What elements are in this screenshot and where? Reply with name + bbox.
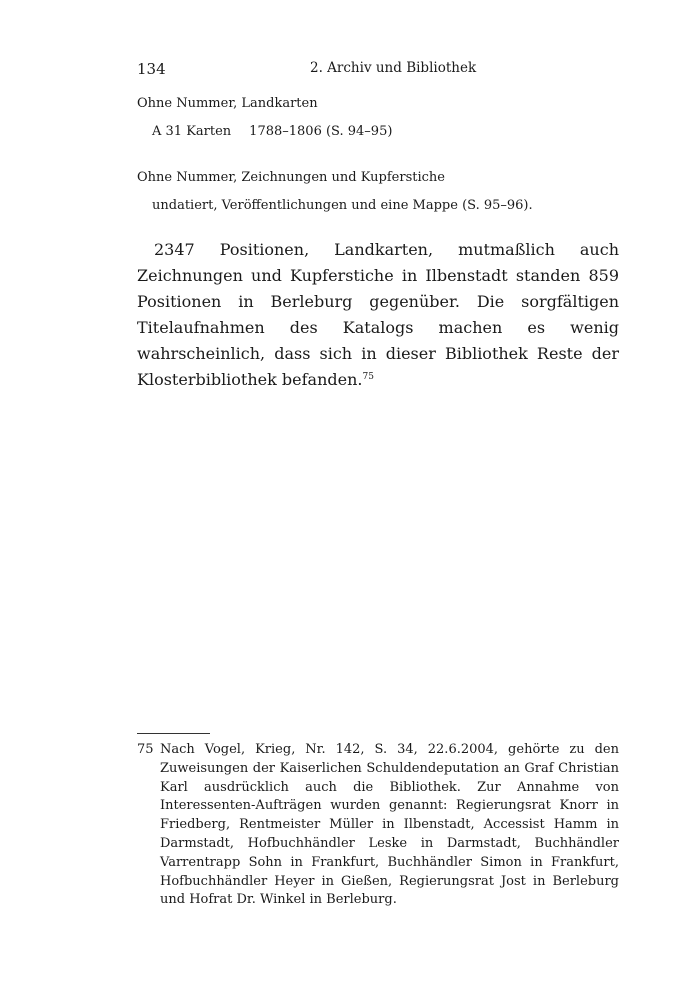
page-number: 134 — [137, 60, 166, 78]
footnote-number: 75 — [137, 742, 154, 757]
entry-detail-landkarten — [152, 124, 392, 139]
body-paragraph-text: 2347 Positionen, Landkarten, mutmaßlich auch Zeichnungen und Kupferstiche in Ilbenstadt standen 859 Positionen in Berleburg gegenüber. Die sorgfältigen Titelaufnahmen des Katalogs machen es wenig wahrscheinlich, dass sich in dieser Bibliothek Reste der Klosterbibliothek befanden. — [137, 240, 619, 389]
entry-detail-date: 1788–1806 (S. 94–95) — [249, 124, 393, 139]
entry-detail-zeichnungen: undatiert, Veröffentlichungen und eine Mappe (S. 95–96). — [152, 198, 533, 213]
footnote — [137, 741, 619, 910]
footnote-text: Nach Vogel, Krieg, Nr. 142, S. 34, 22.6.2004, gehörte zu den Zuweisungen der Kaiserlichen Schuldendeputation an Graf Christian Karl ausdrücklich auch die Bibliothek. Zur Annahme von Interessenten-Aufträgen wurden genannt: Regierungsrat Knorr in Friedberg, Rentmeister Müller in Ilbenstadt, Accessist Hamm in Darmstadt, Hofbuchhändler Leske in Darmstadt, Buchhändler Varrentrapp Sohn in Frankfurt, Buchhändler Simon in Frankfurt, Hofbuchhändler Heyer in Gießen, Regierungsrat Jost in Berleburg und Hofrat Dr. Winkel in Berleburg. — [160, 742, 619, 908]
entry-heading-landkarten: Ohne Nummer, Landkarten — [137, 96, 318, 111]
entry-heading-zeichnungen: Ohne Nummer, Zeichnungen und Kupferstiche — [137, 170, 445, 185]
running-head: 2. Archiv und Bibliothek — [310, 60, 477, 76]
footnote-rule — [137, 733, 210, 734]
entry-detail-main: A 31 Karten — [152, 124, 232, 139]
body-paragraph — [137, 237, 619, 393]
footnote-reference: 75 — [362, 372, 374, 382]
